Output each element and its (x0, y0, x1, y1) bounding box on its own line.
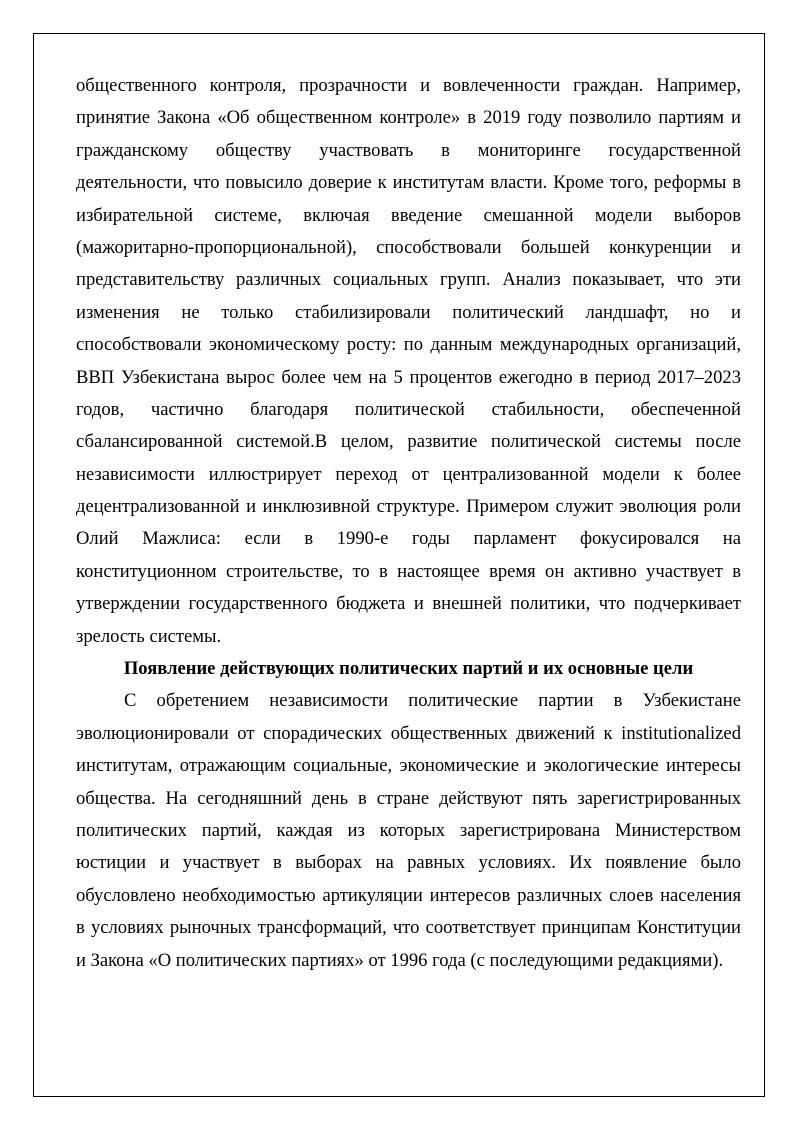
document-body (76, 70, 741, 977)
text-line: независимости иллюстрирует переход от централизованной модели к более (76, 463, 741, 485)
text-line: изменения не только стабилизировали политический ландшафт, но и (76, 301, 741, 323)
text-line: юстиции и участвует в выборах на равных условиях. Их появление было (76, 852, 741, 874)
text-line: в условиях рыночных трансформаций, что соответствует принципам Конституции (76, 917, 741, 939)
text-line: институтам, отражающим социальные, экономические и экологические интересы (76, 755, 741, 777)
text-line: (мажоритарно-пропорциональной), способствовали большей конкуренции и (76, 236, 741, 258)
text-line: Олий Мажлиса: если в 1990-е годы парламент фокусировался на (76, 528, 741, 550)
text-line: С обретением независимости политические партии в Узбекистане (124, 690, 741, 712)
text-line: общественного контроля, прозрачности и вовлеченности граждан. Например, (76, 75, 741, 96)
text-line: годов, частично благодаря политической стабильности, обеспеченной (76, 398, 741, 420)
text-line: общества. На сегодняшний день в стране действуют пять зарегистрированных (76, 787, 741, 809)
text-line: утверждении государственного бюджета и внешней политики, что подчеркивает (76, 593, 741, 615)
text-line: зрелость системы. (76, 625, 222, 647)
text-line: эволюционировали от спорадических общественных движений к institutionalized (76, 722, 741, 744)
paragraph-2 (76, 685, 741, 977)
text-line: принятие Закона «Об общественном контроле» в 2019 году позволило партиям и (76, 107, 741, 129)
text-line: сбалансированной системой.В целом, развитие политической системы после (76, 431, 741, 453)
text-line: и Закона «О политических партиях» от 1996 года (с последующими редакциями). (76, 949, 724, 971)
text-line: конституционном строительстве, то в настоящее время он активно участвует в (76, 560, 741, 582)
text-line: гражданскому обществу участвовать в мониторинге государственной (76, 139, 741, 161)
text-line: представительству различных социальных групп. Анализ показывает, что эти (76, 269, 741, 291)
paragraph-1 (76, 70, 741, 653)
text-line: ВВП Узбекистана вырос более чем на 5 процентов ежегодно в период 2017–2023 (76, 366, 741, 388)
text-line: политических партий, каждая из которых зарегистрирована Министерством (76, 819, 741, 841)
text-line: способствовали экономическому росту: по данным международных организаций, (76, 334, 741, 356)
text-line: деятельности, что повысило доверие к институтам власти. Кроме того, реформы в (76, 172, 741, 194)
section-heading: Появление действующих политических партий и их основные цели (123, 658, 694, 680)
text-line: избирательной системе, включая введение смешанной модели выборов (76, 204, 741, 226)
text-line: децентрализованной и инклюзивной структуре. Примером служит эволюция роли (76, 496, 741, 518)
text-line: обусловлено необходимостью артикуляции интересов различных слоев населения (76, 884, 741, 906)
